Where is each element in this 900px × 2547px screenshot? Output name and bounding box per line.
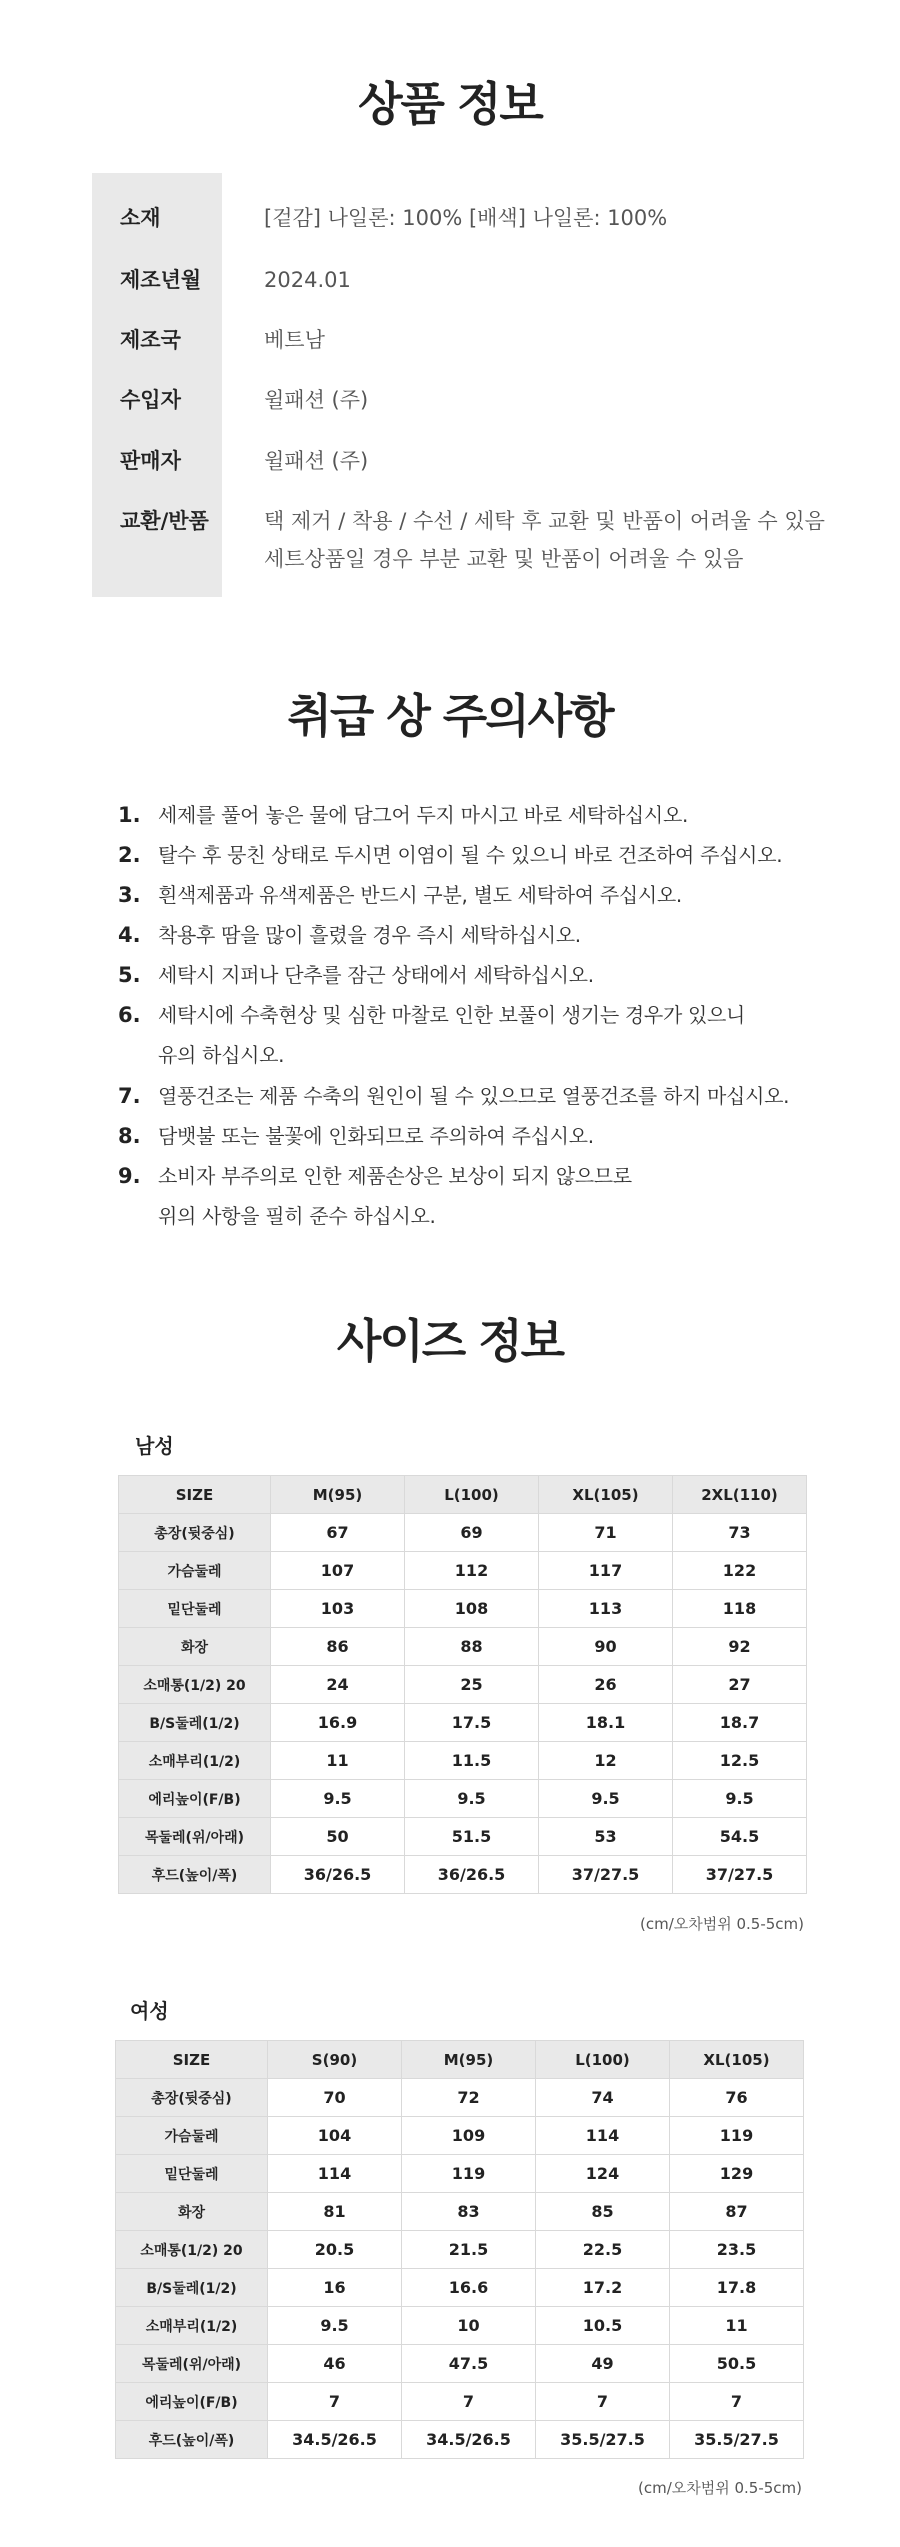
info-label: 제조국 bbox=[120, 328, 181, 352]
measurement-label: B/S둘레(1/2) bbox=[119, 1704, 271, 1742]
size-header-row bbox=[116, 2041, 804, 2079]
measurement-value: 7 bbox=[670, 2383, 804, 2421]
care-item-text: 소비자 부주의로 인한 제품손상은 보상이 되지 않으므로 bbox=[158, 1164, 632, 1188]
measurement-value: 9.5 bbox=[673, 1780, 807, 1818]
measurement-value: 114 bbox=[268, 2155, 402, 2193]
care-item-text: 착용후 땀을 많이 흘렸을 경우 즉시 세탁하십시오. bbox=[158, 923, 581, 947]
measurement-value: 9.5 bbox=[539, 1780, 673, 1818]
care-item-text: 세탁시에 수축현상 및 심한 마찰로 인한 보풀이 생기는 경우가 있으니 bbox=[158, 1003, 746, 1027]
measurement-value: 36/26.5 bbox=[271, 1856, 405, 1894]
measurement-value: 34.5/26.5 bbox=[268, 2421, 402, 2459]
men-size-table bbox=[118, 1475, 807, 1894]
care-item-text: 열풍건조는 제품 수축의 원인이 될 수 있으므로 열풍건조를 하지 마십시오. bbox=[158, 1084, 790, 1108]
info-value: 택 제거 / 착용 / 수선 / 세탁 후 교환 및 반품이 어려울 수 있음 bbox=[264, 509, 825, 533]
size-table-row bbox=[116, 2307, 804, 2345]
women-size-note: (cm/오차범위 0.5-5cm) bbox=[637, 2479, 802, 2497]
info-value: 베트남 bbox=[264, 328, 325, 352]
measurement-value: 21.5 bbox=[402, 2231, 536, 2269]
care-item-number: 9. bbox=[118, 1164, 141, 1188]
measurement-value: 81 bbox=[268, 2193, 402, 2231]
size-header-cell: M(95) bbox=[402, 2041, 536, 2079]
care-item-number: 5. bbox=[118, 963, 141, 987]
size-table-row bbox=[119, 1666, 807, 1704]
measurement-label: 화장 bbox=[119, 1628, 271, 1666]
size-table-row bbox=[116, 2231, 804, 2269]
size-table-row bbox=[116, 2079, 804, 2117]
size-table-row bbox=[119, 1628, 807, 1666]
care-item-text: 흰색제품과 유색제품은 반드시 구분, 별도 세탁하여 주십시오. bbox=[158, 883, 682, 907]
measurement-value: 71 bbox=[539, 1514, 673, 1552]
measurement-label: 총장(뒷중심) bbox=[119, 1514, 271, 1552]
measurement-label: 화장 bbox=[116, 2193, 268, 2231]
measurement-label: 에리높이(F/B) bbox=[119, 1780, 271, 1818]
size-table-row bbox=[119, 1856, 807, 1894]
measurement-value: 51.5 bbox=[405, 1818, 539, 1856]
measurement-value: 46 bbox=[268, 2345, 402, 2383]
measurement-value: 117 bbox=[539, 1552, 673, 1590]
measurement-label: 소매부리(1/2) bbox=[116, 2307, 268, 2345]
info-row-seller bbox=[92, 441, 808, 481]
measurement-label: 에리높이(F/B) bbox=[116, 2383, 268, 2421]
measurement-value: 9.5 bbox=[271, 1780, 405, 1818]
measurement-value: 54.5 bbox=[673, 1818, 807, 1856]
measurement-value: 16.6 bbox=[402, 2269, 536, 2307]
size-table-row bbox=[119, 1552, 807, 1590]
info-row-exchange-return bbox=[92, 501, 825, 581]
measurement-value: 10.5 bbox=[536, 2307, 670, 2345]
size-header-cell: XL(105) bbox=[539, 1476, 673, 1514]
measurement-value: 17.5 bbox=[405, 1704, 539, 1742]
size-table-row bbox=[116, 2383, 804, 2421]
info-value: [겉감] 나일론: 100% [배색] 나일론: 100% bbox=[264, 206, 668, 230]
care-item-number: 3. bbox=[118, 883, 141, 907]
info-label: 소재 bbox=[120, 206, 161, 230]
size-info-title: 사이즈 정보 bbox=[336, 1314, 564, 1368]
measurement-value: 88 bbox=[405, 1628, 539, 1666]
measurement-value: 12.5 bbox=[673, 1742, 807, 1780]
measurement-label: 소매통(1/2) 20 bbox=[119, 1666, 271, 1704]
measurement-value: 7 bbox=[536, 2383, 670, 2421]
measurement-value: 18.7 bbox=[673, 1704, 807, 1742]
measurement-label: 목둘레(위/아래) bbox=[116, 2345, 268, 2383]
info-row-importer bbox=[92, 380, 808, 420]
measurement-value: 107 bbox=[271, 1552, 405, 1590]
info-label: 교환/반품 bbox=[120, 509, 209, 533]
measurement-value: 112 bbox=[405, 1552, 539, 1590]
info-label: 제조년월 bbox=[120, 268, 202, 292]
measurement-value: 9.5 bbox=[405, 1780, 539, 1818]
info-label: 판매자 bbox=[120, 449, 181, 473]
measurement-value: 72 bbox=[402, 2079, 536, 2117]
measurement-value: 47.5 bbox=[402, 2345, 536, 2383]
measurement-value: 53 bbox=[539, 1818, 673, 1856]
size-header-cell: M(95) bbox=[271, 1476, 405, 1514]
measurement-value: 90 bbox=[539, 1628, 673, 1666]
measurement-value: 85 bbox=[536, 2193, 670, 2231]
info-value: 2024.01 bbox=[264, 268, 351, 292]
info-value: 윌패션 (주) bbox=[264, 449, 369, 473]
measurement-value: 73 bbox=[673, 1514, 807, 1552]
measurement-value: 74 bbox=[536, 2079, 670, 2117]
care-item-text: 세제를 풀어 놓은 물에 담그어 두지 마시고 바로 세탁하십시오. bbox=[158, 803, 689, 827]
measurement-label: 소매통(1/2) 20 bbox=[116, 2231, 268, 2269]
measurement-value: 16.9 bbox=[271, 1704, 405, 1742]
measurement-value: 76 bbox=[670, 2079, 804, 2117]
measurement-value: 129 bbox=[670, 2155, 804, 2193]
care-item-text-line2: 위의 사항을 필히 준수 하십시오. bbox=[158, 1204, 436, 1228]
measurement-value: 50 bbox=[271, 1818, 405, 1856]
measurement-label: B/S둘레(1/2) bbox=[116, 2269, 268, 2307]
care-item-text-line2: 유의 하십시오. bbox=[158, 1043, 285, 1067]
measurement-value: 119 bbox=[670, 2117, 804, 2155]
measurement-value: 10 bbox=[402, 2307, 536, 2345]
size-table-row bbox=[119, 1818, 807, 1856]
measurement-value: 109 bbox=[402, 2117, 536, 2155]
care-title: 취급 상 주의사항 bbox=[287, 689, 613, 743]
size-table-row bbox=[116, 2117, 804, 2155]
women-size-label: 여성 bbox=[130, 1999, 169, 2023]
care-item-text: 탈수 후 뭉친 상태로 두시면 이염이 될 수 있으니 바로 건조하여 주십시오. bbox=[158, 843, 783, 867]
measurement-value: 37/27.5 bbox=[673, 1856, 807, 1894]
measurement-value: 23.5 bbox=[670, 2231, 804, 2269]
care-item-number: 8. bbox=[118, 1124, 141, 1148]
size-table-row bbox=[116, 2345, 804, 2383]
care-item-number: 1. bbox=[118, 803, 141, 827]
measurement-value: 34.5/26.5 bbox=[402, 2421, 536, 2459]
size-header-label: SIZE bbox=[119, 1476, 271, 1514]
size-table-row bbox=[119, 1704, 807, 1742]
measurement-value: 69 bbox=[405, 1514, 539, 1552]
measurement-value: 108 bbox=[405, 1590, 539, 1628]
care-item-text: 담뱃불 또는 불꽃에 인화되므로 주의하여 주십시오. bbox=[158, 1124, 594, 1148]
size-table-row bbox=[119, 1742, 807, 1780]
size-table-row bbox=[119, 1590, 807, 1628]
info-row-manufacture-date bbox=[92, 260, 808, 300]
measurement-value: 11 bbox=[271, 1742, 405, 1780]
measurement-value: 104 bbox=[268, 2117, 402, 2155]
measurement-value: 17.8 bbox=[670, 2269, 804, 2307]
product-info-table bbox=[92, 173, 825, 597]
measurement-value: 16 bbox=[268, 2269, 402, 2307]
care-item-text: 세탁시 지퍼나 단추를 잠근 상태에서 세탁하십시오. bbox=[158, 963, 594, 987]
measurement-label: 밑단둘레 bbox=[116, 2155, 268, 2193]
measurement-label: 총장(뒷중심) bbox=[116, 2079, 268, 2117]
size-table-row bbox=[116, 2155, 804, 2193]
measurement-value: 87 bbox=[670, 2193, 804, 2231]
women-size-table bbox=[115, 2040, 804, 2459]
measurement-value: 18.1 bbox=[539, 1704, 673, 1742]
size-table-row bbox=[116, 2193, 804, 2231]
measurement-value: 49 bbox=[536, 2345, 670, 2383]
measurement-label: 가슴둘레 bbox=[116, 2117, 268, 2155]
measurement-value: 92 bbox=[673, 1628, 807, 1666]
info-value: 윌패션 (주) bbox=[264, 388, 369, 412]
measurement-label: 소매부리(1/2) bbox=[119, 1742, 271, 1780]
measurement-value: 119 bbox=[402, 2155, 536, 2193]
size-header-cell: S(90) bbox=[268, 2041, 402, 2079]
men-size-note: (cm/오차범위 0.5-5cm) bbox=[639, 1915, 804, 1933]
info-row-material bbox=[92, 198, 808, 238]
measurement-value: 118 bbox=[673, 1590, 807, 1628]
measurement-value: 27 bbox=[673, 1666, 807, 1704]
measurement-value: 37/27.5 bbox=[539, 1856, 673, 1894]
measurement-value: 22.5 bbox=[536, 2231, 670, 2269]
measurement-label: 후드(높이/폭) bbox=[116, 2421, 268, 2459]
info-label: 수입자 bbox=[120, 388, 181, 412]
measurement-value: 17.2 bbox=[536, 2269, 670, 2307]
measurement-value: 83 bbox=[402, 2193, 536, 2231]
measurement-value: 25 bbox=[405, 1666, 539, 1704]
size-table-row bbox=[119, 1780, 807, 1818]
measurement-value: 103 bbox=[271, 1590, 405, 1628]
measurement-value: 70 bbox=[268, 2079, 402, 2117]
measurement-value: 36/26.5 bbox=[405, 1856, 539, 1894]
measurement-value: 35.5/27.5 bbox=[670, 2421, 804, 2459]
care-item-number: 7. bbox=[118, 1084, 141, 1108]
measurement-label: 밑단둘레 bbox=[119, 1590, 271, 1628]
measurement-value: 9.5 bbox=[268, 2307, 402, 2345]
size-table-row bbox=[119, 1514, 807, 1552]
measurement-label: 가슴둘레 bbox=[119, 1552, 271, 1590]
measurement-value: 114 bbox=[536, 2117, 670, 2155]
measurement-value: 50.5 bbox=[670, 2345, 804, 2383]
size-header-row bbox=[119, 1476, 807, 1514]
size-header-cell: 2XL(110) bbox=[673, 1476, 807, 1514]
measurement-value: 113 bbox=[539, 1590, 673, 1628]
size-table-row bbox=[116, 2269, 804, 2307]
care-item-number: 4. bbox=[118, 923, 141, 947]
measurement-value: 26 bbox=[539, 1666, 673, 1704]
size-header-label: SIZE bbox=[116, 2041, 268, 2079]
measurement-value: 35.5/27.5 bbox=[536, 2421, 670, 2459]
measurement-value: 11.5 bbox=[405, 1742, 539, 1780]
measurement-value: 11 bbox=[670, 2307, 804, 2345]
measurement-value: 86 bbox=[271, 1628, 405, 1666]
care-item-number: 2. bbox=[118, 843, 141, 867]
measurement-label: 후드(높이/폭) bbox=[119, 1856, 271, 1894]
measurement-value: 124 bbox=[536, 2155, 670, 2193]
size-header-cell: L(100) bbox=[405, 1476, 539, 1514]
measurement-value: 67 bbox=[271, 1514, 405, 1552]
care-item-number: 6. bbox=[118, 1003, 141, 1027]
men-size-label: 남성 bbox=[135, 1434, 174, 1458]
measurement-value: 122 bbox=[673, 1552, 807, 1590]
measurement-value: 7 bbox=[268, 2383, 402, 2421]
measurement-value: 20.5 bbox=[268, 2231, 402, 2269]
size-header-cell: XL(105) bbox=[670, 2041, 804, 2079]
measurement-value: 24 bbox=[271, 1666, 405, 1704]
info-value-line2: 세트상품일 경우 부분 교환 및 반품이 어려울 수 있음 bbox=[264, 547, 744, 571]
measurement-value: 7 bbox=[402, 2383, 536, 2421]
measurement-label: 목둘레(위/아래) bbox=[119, 1818, 271, 1856]
info-row-country bbox=[92, 320, 808, 360]
product-info-title: 상품 정보 bbox=[358, 77, 542, 131]
measurement-value: 12 bbox=[539, 1742, 673, 1780]
size-header-cell: L(100) bbox=[536, 2041, 670, 2079]
size-table-row bbox=[116, 2421, 804, 2459]
